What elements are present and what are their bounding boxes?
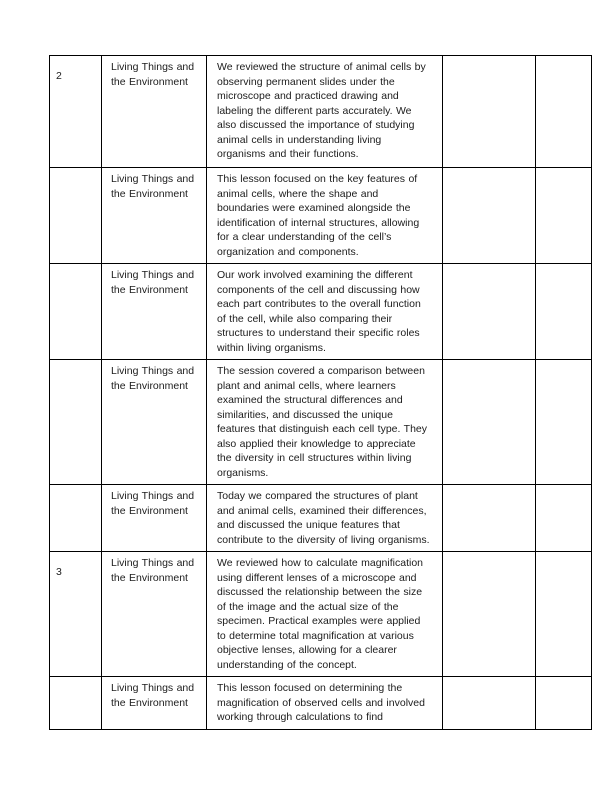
topic-cell: Living Things and the Environment <box>101 552 206 676</box>
topic-cell: Living Things and the Environment <box>101 485 206 551</box>
empty-cell-1 <box>442 168 535 263</box>
empty-cell-2 <box>535 56 591 167</box>
topic-cell: Living Things and the Environment <box>101 264 206 359</box>
empty-cell-2 <box>535 677 591 729</box>
empty-cell-2 <box>535 485 591 551</box>
description-cell: Our work involved examining the different components of the cell and discussing how each part contributes to the overall function of the cell, while also comparing their structures to understand their specific roles within living organisms. <box>206 264 442 359</box>
empty-cell-2 <box>535 168 591 263</box>
empty-cell-2 <box>535 360 591 484</box>
empty-cell-1 <box>442 552 535 676</box>
week-number-cell <box>50 360 101 484</box>
week-number-cell <box>50 168 101 263</box>
description-cell: We reviewed the structure of animal cells by observing permanent slides under the microscope and practiced drawing and labeling the different parts accurately. We also discussed the importance of studying animal cells in understanding living organisms and their functions. <box>206 56 442 167</box>
description-cell: This lesson focused on the key features of animal cells, where the shape and boundaries were examined alongside the identification of internal structures, allowing for a clear understanding of the cell’s organization and components. <box>206 168 442 263</box>
empty-cell-1 <box>442 56 535 167</box>
week-number-cell <box>50 677 101 729</box>
topic-cell: Living Things and the Environment <box>101 56 206 167</box>
empty-cell-1 <box>442 677 535 729</box>
table-row <box>50 676 591 729</box>
topic-cell: Living Things and the Environment <box>101 677 206 729</box>
topic-cell: Living Things and the Environment <box>101 360 206 484</box>
table-row <box>50 551 591 676</box>
week-number-cell: 3 <box>56 566 62 578</box>
description-cell: This lesson focused on determining the magnification of observed cells and involved working through calculations to find <box>206 677 442 729</box>
table-row <box>50 263 591 359</box>
empty-cell-1 <box>442 360 535 484</box>
week-number-cell <box>50 485 101 551</box>
table-row <box>50 167 591 263</box>
empty-cell-1 <box>442 264 535 359</box>
description-cell: We reviewed how to calculate magnification using different lenses of a microscope and discussed the relationship between the size of the image and the actual size of the specimen. Practical examples were applied to determine total magnification at various objective lenses, allowing for a clearer understanding of the concept. <box>206 552 442 676</box>
table-row <box>50 359 591 484</box>
empty-cell-2 <box>535 552 591 676</box>
table-row <box>50 56 591 167</box>
empty-cell-1 <box>442 485 535 551</box>
table-row <box>50 484 591 551</box>
week-number-cell: 2 <box>56 70 62 82</box>
empty-cell-2 <box>535 264 591 359</box>
description-cell: Today we compared the structures of plant and animal cells, examined their differences, and discussed the unique features that contribute to the diversity of living organisms. <box>206 485 442 551</box>
week-number-cell <box>50 264 101 359</box>
topic-cell: Living Things and the Environment <box>101 168 206 263</box>
lesson-log-table <box>49 55 592 730</box>
description-cell: The session covered a comparison between plant and animal cells, where learners examined the structural differences and similarities, and discussed the unique features that distinguish each cell type. They also applied their knowledge to appreciate the diversity in cell structures within living organisms. <box>206 360 442 484</box>
